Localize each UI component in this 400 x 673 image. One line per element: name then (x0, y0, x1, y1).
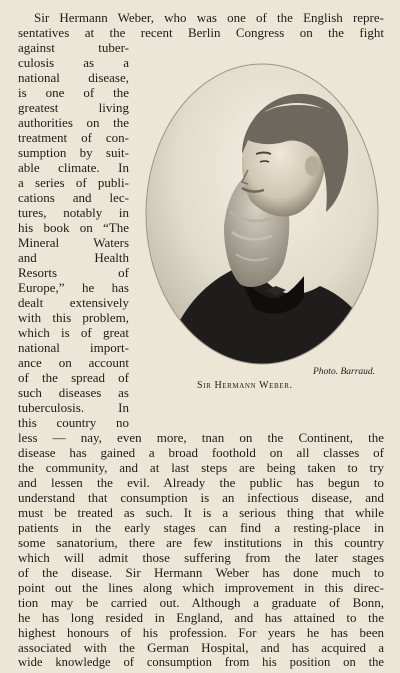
text-line: and lessen the evil. Already the public has begun to (18, 475, 384, 490)
text-line: is one of the (18, 85, 129, 100)
text-line: Sir Hermann Weber, who was one of the English repre- (34, 10, 384, 25)
text-line: associated with the German Hospital, and has acquired a (18, 640, 384, 655)
text-line: with this problem, (18, 310, 129, 325)
text-line: patients in the early stages can find a resting-place in (18, 520, 384, 535)
text-line: national import- (18, 340, 129, 355)
text-line: which will admit those suffering from the later stages (18, 550, 384, 565)
text-line: cations and lec- (18, 190, 129, 205)
text-line: sentatives at the recent Berlin Congress on the fight (18, 25, 384, 40)
photo-credit: Photo. Barraud. (313, 367, 376, 377)
text-line: tuberculosis. In (18, 400, 129, 415)
text-line: and Health (18, 250, 129, 265)
text-line: authorities on the (18, 115, 129, 130)
portrait-caption: Sir Hermann Weber. (197, 380, 293, 391)
text-line: ance on account (18, 355, 129, 370)
text-line: culosis as a (18, 55, 129, 70)
text-line: less — nay, even more, tnan on the Continent, the (18, 430, 384, 445)
text-line: which is of great (18, 325, 129, 340)
text-line: highest honours of his profession. For years he has been (18, 625, 384, 640)
text-line: disease has gained a broad foothold on all classes of (18, 445, 384, 460)
text-line: this country no (18, 415, 129, 430)
text-line: of the spread of (18, 370, 129, 385)
text-line: point out the lines along which improvement in this direc- (18, 580, 384, 595)
text-line: national disease, (18, 70, 129, 85)
text-line: understand that consumption is an infectious disease, and (18, 490, 384, 505)
portrait-frame (144, 62, 380, 367)
text-line: against tuber- (18, 40, 129, 55)
text-line: tures, notably in (18, 205, 129, 220)
text-line: such diseases as (18, 385, 129, 400)
text-line: the community, and at last steps are being taken to try (18, 460, 384, 475)
text-line: able climate. In (18, 160, 129, 175)
text-line: he has long resided in England, and has attained to the (18, 610, 384, 625)
text-line: of the disease. Sir Hermann Weber has done much to (18, 565, 384, 580)
text-line: tion may be carried out. Although a graduate of Bonn, (18, 595, 384, 610)
text-line: treatment of con- (18, 130, 129, 145)
text-line: dealt extensively (18, 295, 129, 310)
text-line: greatest living (18, 100, 129, 115)
text-line: Mineral Waters (18, 235, 129, 250)
text-line: a series of publi- (18, 175, 129, 190)
text-line: Europe,” he has (18, 280, 129, 295)
text-line: Resorts of (18, 265, 129, 280)
text-line: sumption by suit- (18, 145, 129, 160)
text-line: some sanatorium, there are few institutions in this country (18, 535, 384, 550)
portrait-image (144, 62, 380, 367)
text-line: his book on “The (18, 220, 129, 235)
text-line: must be treated as such. It is a serious thing that while (18, 505, 384, 520)
text-line: wide knowledge of consumption from his position on the (18, 655, 384, 669)
